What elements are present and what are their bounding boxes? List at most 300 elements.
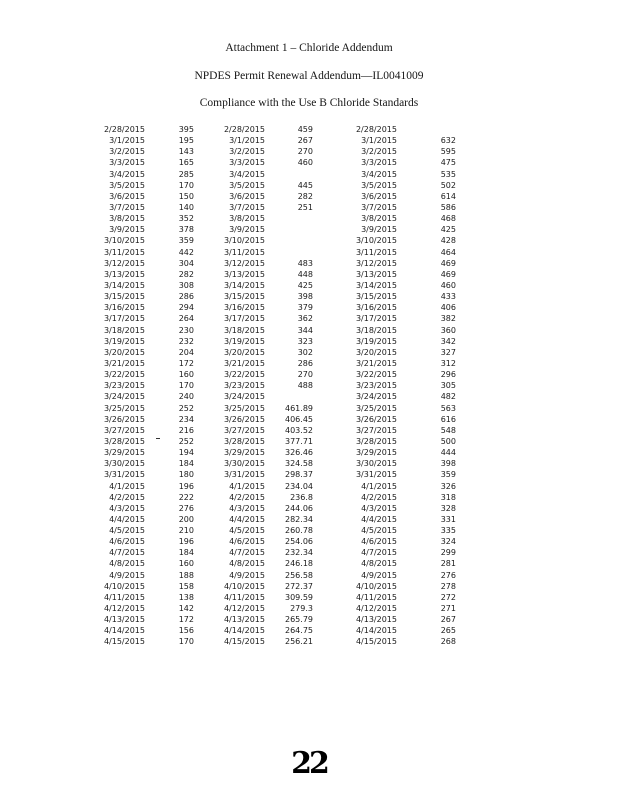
value-col3a: 271 [440,604,456,614]
table-row [0,169,618,180]
date-col2: 3/28/2015 [223,436,265,446]
date-col1: 3/29/2015 [103,448,145,458]
value-col3a: 563 [440,403,456,413]
value-col1: 395 [178,125,194,134]
date-col3: 3/26/2015 [355,414,397,424]
date-col2: 3/21/2015 [223,358,265,368]
table-row [0,358,618,369]
value-col3a: 444 [440,448,456,458]
value-col1: 188 [178,570,194,580]
value-col3a: 327 [440,347,456,357]
table-row [0,124,618,135]
date-col3: 3/21/2015 [355,358,397,368]
date-col1: 4/13/2015 [103,615,145,625]
value-col1: 156 [178,626,194,636]
value-col1: 196 [178,537,194,547]
value-col1: 294 [178,303,194,313]
table-row [0,625,618,636]
value-col2: 256.58 [285,570,313,580]
table-row [0,391,618,402]
value-col3a: 500 [440,436,456,446]
date-col2: 3/29/2015 [223,448,265,458]
date-col1: 3/13/2015 [103,269,145,279]
date-col2: 3/14/2015 [223,280,265,290]
table-row [0,614,618,625]
value-col1: 160 [178,559,194,569]
date-col3: 3/30/2015 [355,459,397,469]
attachment-title: Attachment 1 – Chloride Addendum [225,42,393,54]
value-col3a: 535 [440,169,456,179]
value-col3a: 342 [440,336,456,346]
value-col2: 483 [297,258,313,268]
date-col1: 3/11/2015 [103,247,145,257]
value-col1: 282 [178,269,194,279]
value-col1: 195 [178,136,194,146]
value-col3a: 359 [440,470,456,480]
value-col3a: 328 [440,503,456,513]
value-col1: 264 [178,314,194,324]
value-col3a: 278 [440,581,456,591]
date-col2: 3/16/2015 [223,303,265,313]
date-col2: 3/23/2015 [223,381,265,391]
date-col1: 3/30/2015 [103,459,145,469]
date-col3: 4/3/2015 [361,503,397,513]
value-col2: 488 [297,381,313,391]
value-col2: 267 [297,136,313,146]
value-col3a: 428 [440,236,456,246]
value-col1: 150 [178,191,194,201]
date-col3: 3/20/2015 [355,347,397,357]
date-col1: 4/9/2015 [109,570,145,580]
table-row [0,135,618,146]
date-col3: 3/19/2015 [355,336,397,346]
date-col1: 3/27/2015 [103,425,145,435]
table-row [0,235,618,246]
date-col2: 4/3/2015 [229,503,265,513]
date-col2: 4/9/2015 [229,570,265,580]
value-col1: 286 [178,292,194,302]
value-col2: 324.58 [285,459,313,469]
value-col2: 445 [297,180,313,190]
compliance-title: Compliance with the Use B Chloride Standards [199,97,419,109]
table-row [0,503,618,514]
date-col2: 3/1/2015 [229,136,265,146]
date-col1: 3/31/2015 [103,470,145,480]
date-col2: 4/11/2015 [223,592,265,602]
value-col2: 460 [297,158,313,168]
date-col3: 3/28/2015 [355,436,397,446]
date-col1: 3/21/2015 [103,358,145,368]
table-row [0,425,618,436]
date-col2: 3/12/2015 [223,258,265,268]
table-row [0,191,618,202]
value-col2: 244.06 [285,503,313,513]
date-col1: 3/7/2015 [109,202,145,212]
date-col1: 3/14/2015 [103,280,145,290]
value-col1: 308 [178,280,194,290]
value-col3a: 406 [440,303,456,313]
date-col1: 3/24/2015 [103,392,145,402]
value-col3a: 482 [440,392,456,402]
value-col3a: 548 [440,425,456,435]
date-col2: 4/7/2015 [229,548,265,558]
date-col3: 4/6/2015 [361,537,397,547]
value-col2: 264.75 [285,626,313,636]
date-col2: 3/30/2015 [223,459,265,469]
table-row [0,469,618,480]
date-col1: 3/23/2015 [103,381,145,391]
date-col3: 3/4/2015 [361,169,397,179]
table-row [0,325,618,336]
value-col1: 170 [178,381,194,391]
value-col3a: 272 [440,592,456,602]
table-row [0,302,618,313]
value-col2: 272.37 [285,581,313,591]
date-col3: 2/28/2015 [355,125,397,134]
value-col2: 256.21 [285,637,313,647]
table-row [0,224,618,235]
date-col1: 3/20/2015 [103,347,145,357]
table-row [0,202,618,213]
date-col3: 3/31/2015 [355,470,397,480]
date-col2: 3/5/2015 [229,180,265,190]
value-col2: 246.18 [285,559,313,569]
date-col1: 3/1/2015 [109,136,145,146]
date-col2: 3/31/2015 [223,470,265,480]
date-col3: 3/1/2015 [361,136,397,146]
value-col2: 232.34 [285,548,313,558]
date-col2: 4/4/2015 [229,514,265,524]
date-col3: 4/8/2015 [361,559,397,569]
date-col2: 3/26/2015 [223,414,265,424]
value-col3a: 398 [440,459,456,469]
value-col2: 260.78 [285,526,313,536]
table-row [0,592,618,603]
table-row [0,146,618,157]
date-col1: 3/19/2015 [103,336,145,346]
value-col1: 216 [178,425,194,435]
value-col1: 196 [178,481,194,491]
value-col2: 344 [297,325,313,335]
value-col1: 230 [178,325,194,335]
date-col3: 4/12/2015 [355,604,397,614]
value-col1: 276 [178,503,194,513]
date-col2: 4/15/2015 [223,637,265,647]
date-col1: 3/4/2015 [109,169,145,179]
date-col2: 3/2/2015 [229,147,265,157]
value-col3a: 382 [440,314,456,324]
date-col3: 3/15/2015 [355,292,397,302]
date-col1: 3/8/2015 [109,214,145,224]
table-row [0,481,618,492]
value-col1: 140 [178,202,194,212]
table-row [0,180,618,191]
value-col2: 270 [297,147,313,157]
value-col3a: 425 [440,225,456,235]
date-col3: 3/14/2015 [355,280,397,290]
date-col3: 3/12/2015 [355,258,397,268]
value-col2: 286 [297,358,313,368]
date-col2: 3/22/2015 [223,370,265,380]
table-row [0,536,618,547]
value-col1: 184 [178,459,194,469]
value-col3a: 267 [440,615,456,625]
value-col3a: 469 [440,258,456,268]
table-row [0,636,618,647]
table-row [0,414,618,425]
date-col1: 4/11/2015 [103,592,145,602]
table-row [0,247,618,258]
value-col2: 398 [297,292,313,302]
date-col3: 3/29/2015 [355,448,397,458]
value-col3a: 475 [440,158,456,168]
value-col1: 442 [178,247,194,257]
value-col1: 158 [178,581,194,591]
value-col3a: 276 [440,570,456,580]
date-col1: 3/9/2015 [109,225,145,235]
date-col3: 3/25/2015 [355,403,397,413]
value-col1: 172 [178,615,194,625]
date-col1: 3/28/2015 [103,436,145,446]
value-col1: 172 [178,358,194,368]
value-col1: 359 [178,236,194,246]
date-col2: 4/10/2015 [223,581,265,591]
date-col2: 3/17/2015 [223,314,265,324]
date-col1: 4/2/2015 [109,492,145,502]
table-row [0,558,618,569]
table-row [0,514,618,525]
date-col3: 3/16/2015 [355,303,397,313]
date-col1: 4/4/2015 [109,514,145,524]
value-col3a: 614 [440,191,456,201]
table-row [0,347,618,358]
date-col1: 3/3/2015 [109,158,145,168]
table-row [0,291,618,302]
table-row [0,447,618,458]
value-col3a: 469 [440,269,456,279]
value-col3a: 616 [440,414,456,424]
date-col2: 3/20/2015 [223,347,265,357]
value-col1: 204 [178,347,194,357]
value-col3a: 331 [440,514,456,524]
value-col1: 184 [178,548,194,558]
permit-title: NPDES Permit Renewal Addendum—IL0041009 [194,70,424,82]
date-col1: 4/14/2015 [103,626,145,636]
date-col2: 3/13/2015 [223,269,265,279]
value-col3a: 326 [440,481,456,491]
table-row [0,213,618,224]
date-col1: 4/12/2015 [103,604,145,614]
value-col1: 222 [178,492,194,502]
date-col3: 3/11/2015 [355,247,397,257]
date-col2: 3/4/2015 [229,169,265,179]
value-col3a: 632 [440,136,456,146]
value-col2: 448 [297,269,313,279]
value-col2: 406.45 [285,414,313,424]
date-col3: 4/11/2015 [355,592,397,602]
date-col3: 3/6/2015 [361,191,397,201]
date-col3: 3/23/2015 [355,381,397,391]
date-col1: 3/15/2015 [103,292,145,302]
table-row [0,369,618,380]
value-col1: 234 [178,414,194,424]
table-row [0,269,618,280]
value-col1: 142 [178,604,194,614]
date-col1: 3/6/2015 [109,191,145,201]
date-col3: 3/8/2015 [361,214,397,224]
date-col2: 3/11/2015 [223,247,265,257]
date-col2: 4/5/2015 [229,526,265,536]
table-row [0,380,618,391]
value-col1: 304 [178,258,194,268]
date-col2: 4/8/2015 [229,559,265,569]
date-col2: 4/2/2015 [229,492,265,502]
date-col2: 3/3/2015 [229,158,265,168]
date-col2: 4/6/2015 [229,537,265,547]
value-col3a: 464 [440,247,456,257]
date-col3: 4/1/2015 [361,481,397,491]
date-col3: 3/7/2015 [361,202,397,212]
value-col1: 143 [178,147,194,157]
value-col1: 378 [178,225,194,235]
value-col1: 138 [178,592,194,602]
value-col1: 252 [178,436,194,446]
value-col3a: 468 [440,214,456,224]
value-col3a: 318 [440,492,456,502]
date-col3: 4/5/2015 [361,526,397,536]
date-col2: 4/13/2015 [223,615,265,625]
value-col3a: 268 [440,637,456,647]
value-col3a: 360 [440,325,456,335]
table-row [0,280,618,291]
date-col1: 3/26/2015 [103,414,145,424]
table-row [0,547,618,558]
date-col2: 3/18/2015 [223,325,265,335]
value-col2: 425 [297,280,313,290]
value-col1: 352 [178,214,194,224]
value-col3a: 595 [440,147,456,157]
date-col1: 3/18/2015 [103,325,145,335]
date-col2: 2/28/2015 [223,125,265,134]
value-col2: 234.04 [285,481,313,491]
date-col2: 3/8/2015 [229,214,265,224]
date-col1: 3/12/2015 [103,258,145,268]
value-col3a: 296 [440,370,456,380]
value-col2: 377.71 [285,436,313,446]
value-col2: 461.89 [285,403,313,413]
date-col1: 4/8/2015 [109,559,145,569]
date-col3: 3/2/2015 [361,147,397,157]
value-col3a: 324 [440,537,456,547]
value-col3a: 335 [440,526,456,536]
value-col1: 180 [178,470,194,480]
value-col1: 170 [178,637,194,647]
value-col2: 254.06 [285,537,313,547]
date-col2: 3/9/2015 [229,225,265,235]
date-col3: 4/2/2015 [361,492,397,502]
date-col3: 3/3/2015 [361,158,397,168]
date-col2: 3/6/2015 [229,191,265,201]
date-col2: 3/7/2015 [229,202,265,212]
table-row [0,525,618,536]
date-col1: 4/5/2015 [109,526,145,536]
date-col3: 3/18/2015 [355,325,397,335]
date-col1: 4/1/2015 [109,481,145,491]
value-col2: 251 [297,202,313,212]
date-col1: 3/5/2015 [109,180,145,190]
date-col1: 3/10/2015 [103,236,145,246]
value-col3a: 312 [440,358,456,368]
date-col1: 4/15/2015 [103,637,145,647]
value-col2: 265.79 [285,615,313,625]
value-col2: 326.46 [285,448,313,458]
date-col3: 4/15/2015 [355,637,397,647]
value-col2: 236.8 [290,492,313,502]
value-col2: 309.59 [285,592,313,602]
table-row [0,157,618,168]
value-col2: 323 [297,336,313,346]
date-col3: 3/10/2015 [355,236,397,246]
date-col3: 4/14/2015 [355,626,397,636]
value-col3a: 460 [440,280,456,290]
table-row [0,436,618,447]
value-col2: 362 [297,314,313,324]
date-col3: 4/9/2015 [361,570,397,580]
date-col3: 3/9/2015 [361,225,397,235]
date-col2: 4/14/2015 [223,626,265,636]
value-col2: 282.34 [285,514,313,524]
value-col3a: 502 [440,180,456,190]
chloride-data-table [0,124,618,648]
value-col3a: 433 [440,292,456,302]
date-col1: 4/10/2015 [103,581,145,591]
date-col3: 3/17/2015 [355,314,397,324]
date-col3: 3/13/2015 [355,269,397,279]
table-row [0,258,618,269]
date-col1: 4/7/2015 [109,548,145,558]
date-col2: 3/25/2015 [223,403,265,413]
margin-mark [156,438,160,439]
date-col2: 3/24/2015 [223,392,265,402]
value-col1: 210 [178,526,194,536]
date-col3: 4/4/2015 [361,514,397,524]
value-col1: 200 [178,514,194,524]
value-col1: 232 [178,336,194,346]
date-col1: 3/22/2015 [103,370,145,380]
date-col2: 3/15/2015 [223,292,265,302]
value-col2: 279.3 [290,604,313,614]
value-col2: 459 [297,125,313,134]
value-col3a: 281 [440,559,456,569]
value-col1: 252 [178,403,194,413]
page-number: 22 [291,746,327,781]
date-col3: 4/10/2015 [355,581,397,591]
value-col2: 282 [297,191,313,201]
table-row [0,603,618,614]
table-row [0,313,618,324]
value-col1: 194 [178,448,194,458]
date-col1: 3/16/2015 [103,303,145,313]
date-col3: 4/7/2015 [361,548,397,558]
table-row [0,581,618,592]
table-row [0,403,618,414]
date-col1: 2/28/2015 [103,125,145,134]
date-col1: 3/17/2015 [103,314,145,324]
value-col2: 270 [297,370,313,380]
table-row [0,458,618,469]
date-col3: 3/22/2015 [355,370,397,380]
date-col2: 4/1/2015 [229,481,265,491]
